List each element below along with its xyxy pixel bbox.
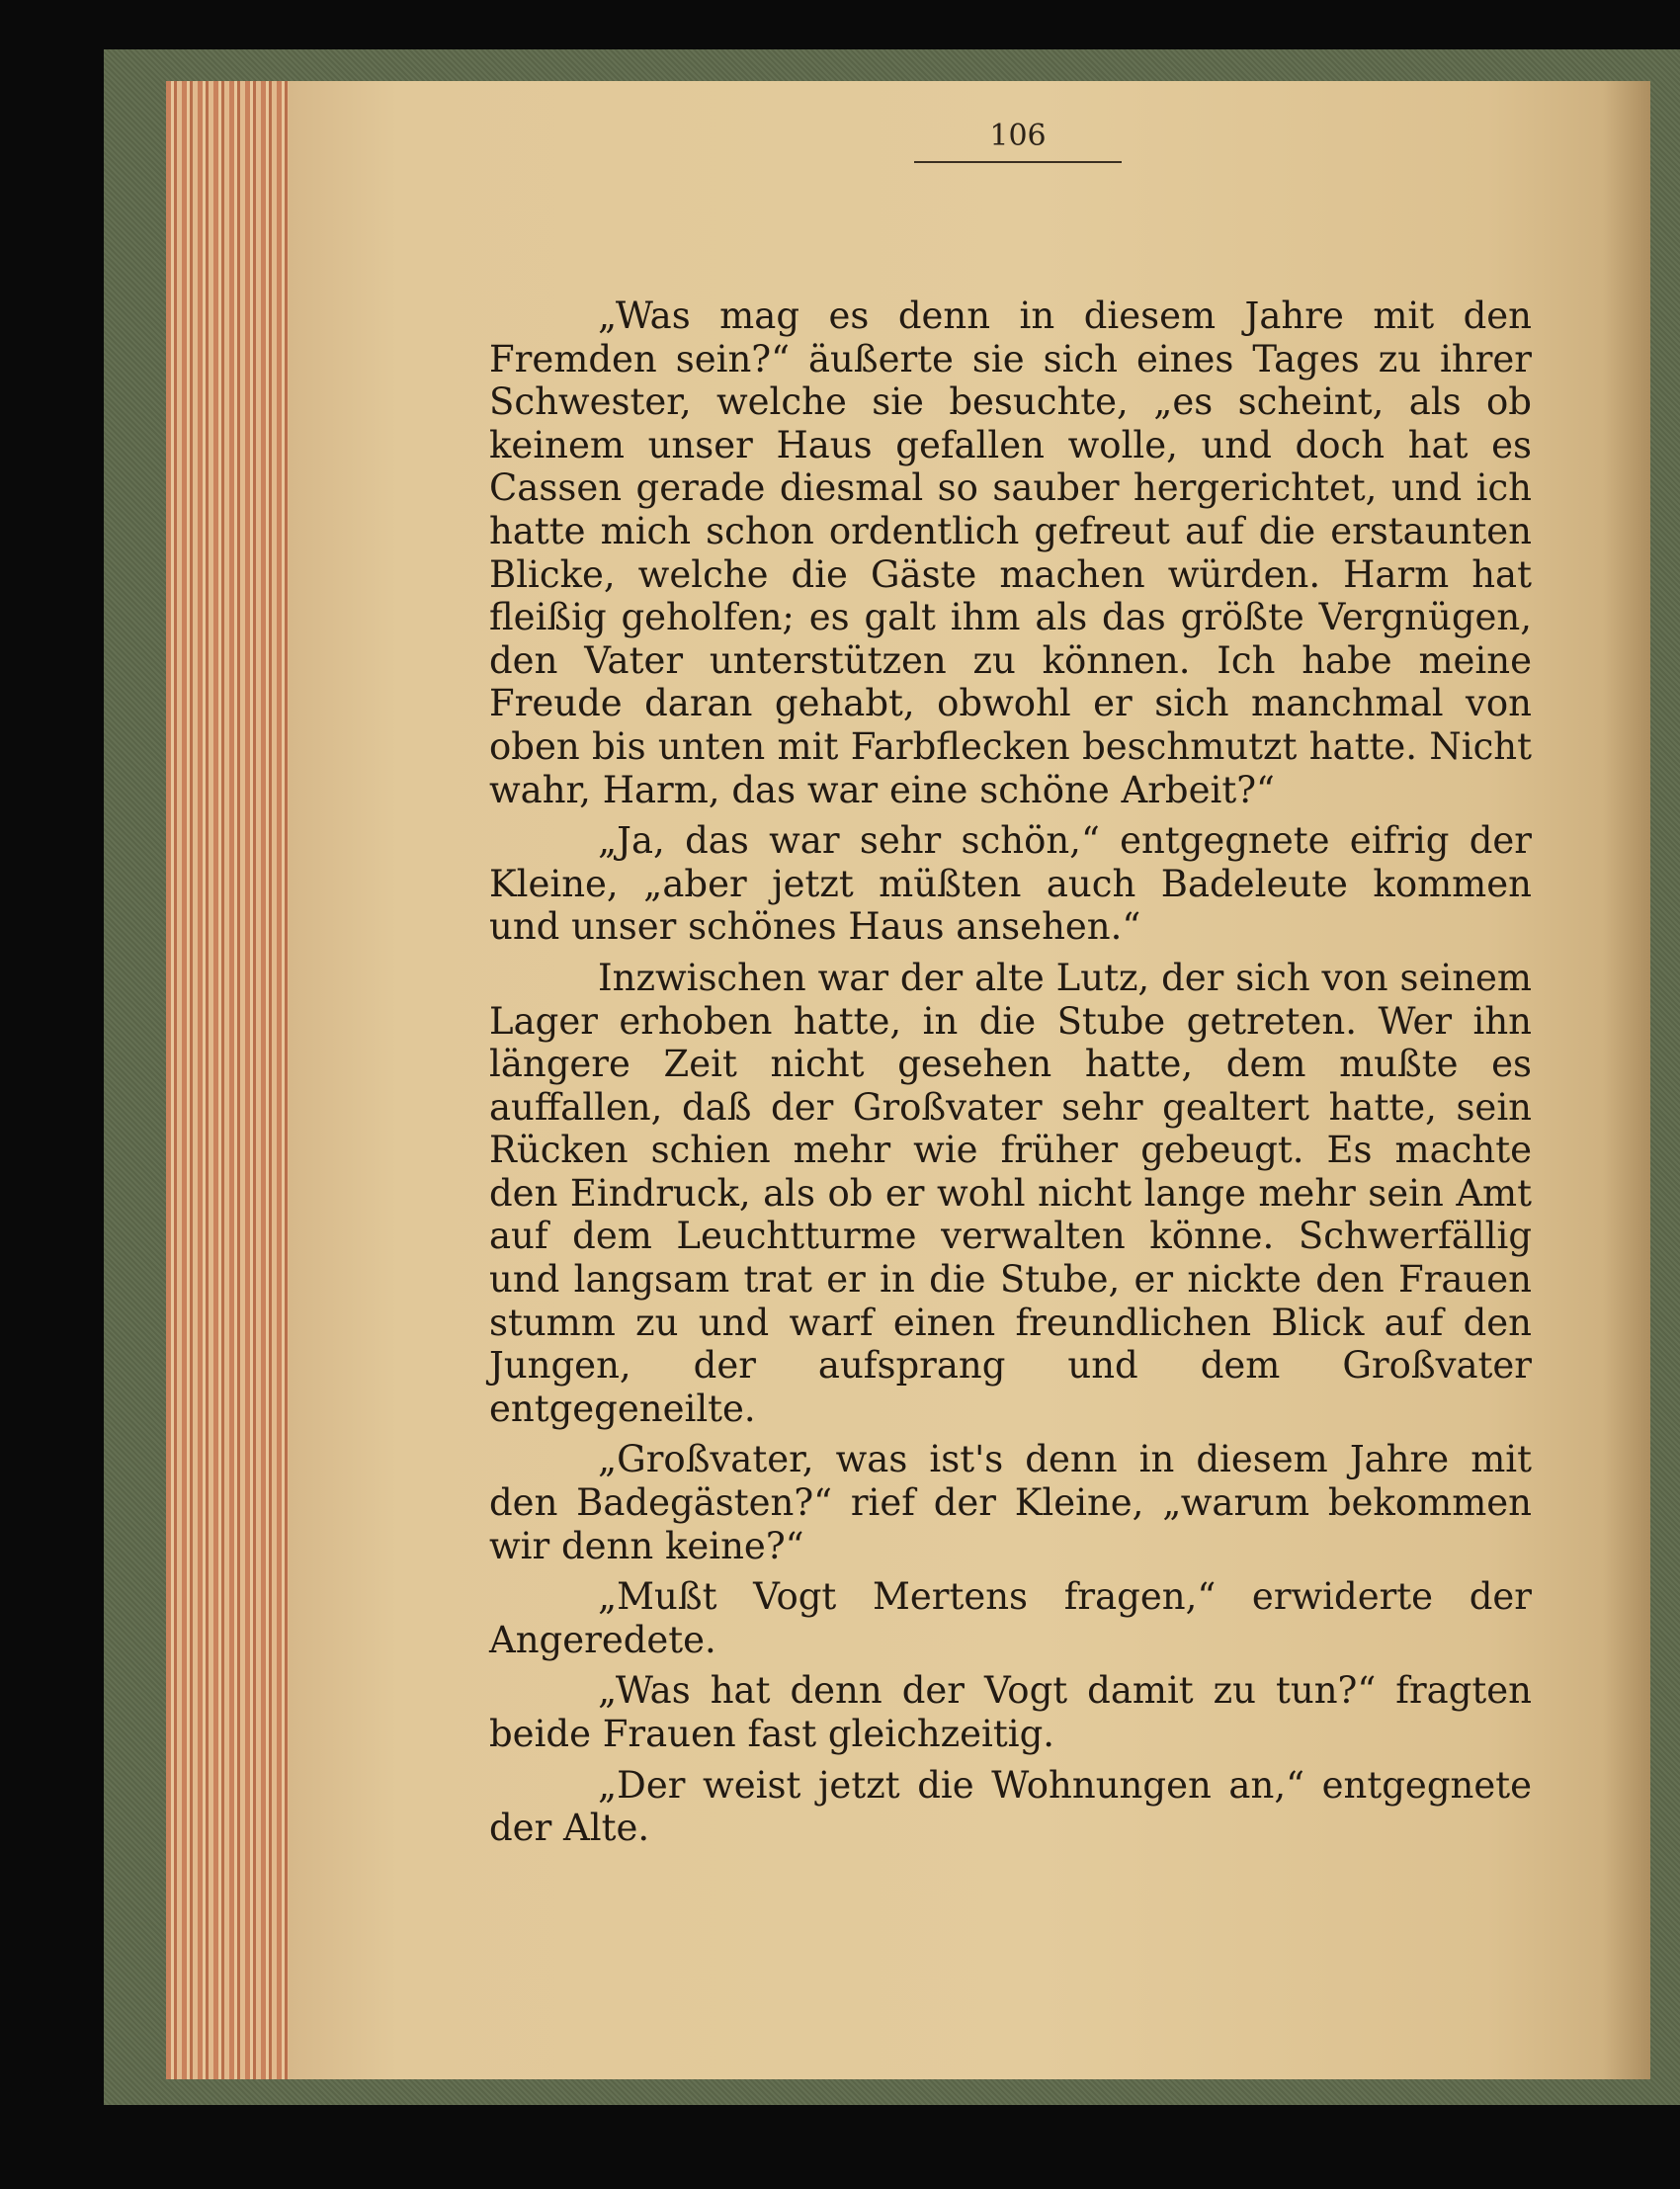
paragraph: „Der weist jetzt die Wohnungen an,“ entgegnete der Alte. xyxy=(489,1763,1532,1850)
paragraph: Inzwischen war der alte Lutz, der sich von seinem Lager erhoben hatte, in die Stube getreten. Wer ihn längere Zeit nicht gesehen hatte, dem mußte es auffallen, daß der Großvater sehr gealtert hatte, sein Rücken schien mehr wie früher gebeugt. Es machte den Eindruck, als ob er wohl nicht lange mehr sein Amt auf dem Leuchtturme verwalten könne. Schwerfällig und langsam trat er in die Stube, er nickte den Frauen stumm zu und warf einen freundlichen Blick auf den Jungen, der aufsprang und dem Großvater entgegeneilte. xyxy=(489,956,1532,1430)
body-text xyxy=(489,295,1532,1858)
paragraph: „Was mag es denn in diesem Jahre mit den Fremden sein?“ äußerte sie sich eines Tages zu ihrer Schwester, welche sie besuchte, „es scheint, als ob keinem unser Haus gefallen wolle, und doch hat es Cassen gerade diesmal so sauber hergerichtet, und ich hatte mich schon ordentlich gefreut auf die erstaunten Blicke, welche die Gäste machen würden. Harm hat fleißig geholfen; es galt ihm als das größte Vergnügen, den Vater unterstützen zu können. Ich habe meine Freude daran gehabt, obwohl er sich manchmal von oben bis unten mit Farbflecken beschmutzt hatte. Nicht wahr, Harm, das war eine schöne Arbeit?“ xyxy=(489,295,1532,811)
paragraph: „Was hat denn der Vogt damit zu tun?“ fragten beide Frauen fast gleichzeitig. xyxy=(489,1669,1532,1755)
paragraph: „Mußt Vogt Mertens fragen,“ erwiderte der Angeredete. xyxy=(489,1575,1532,1661)
page-edges xyxy=(166,81,304,2079)
page-gutter-shadow xyxy=(1603,81,1650,2079)
page-number: 106 xyxy=(914,119,1122,163)
paragraph: „Ja, das war sehr schön,“ entgegnete eifrig der Kleine, „aber jetzt müßten auch Badeleute kommen und unser schönes Haus ansehen.“ xyxy=(489,819,1532,949)
paragraph: „Großvater, was ist's denn in diesem Jahre mit den Badegästen?“ rief der Kleine, „warum bekommen wir denn keine?“ xyxy=(489,1438,1532,1567)
